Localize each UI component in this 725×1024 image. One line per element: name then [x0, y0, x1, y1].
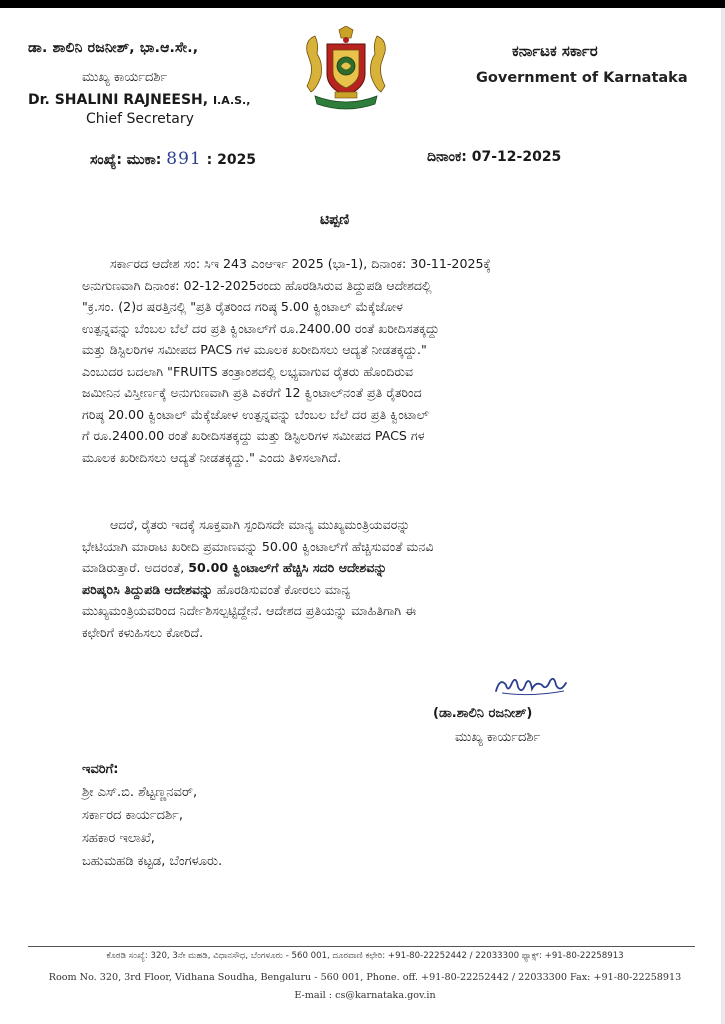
body-paragraph-1 — [82, 253, 664, 468]
reference-number — [90, 149, 256, 169]
sender-name-text: Dr. SHALINI RAJNEESH, — [28, 92, 209, 108]
paragraph-line: ಗರಿಷ್ಠ 20.00 ಕ್ವಿಂಟಾಲ್ ಮೆಕ್ಕೆಜೋಳ ಉತ್ಪನ್ನವನ್ನು ಬೆಂಬಲ ಬೆಲೆ ದರ ಪ್ರತಿ ಕ್ವಿಂಟಾಲ್ — [82, 406, 429, 422]
reference-year: : 2025 — [206, 152, 257, 168]
top-border — [0, 0, 725, 8]
paragraph-line: ಮೂಲಕ ಖರೀದಿಸಲು ಆದ್ಯತೆ ನೀಡತಕ್ಕದ್ದು." ಎಂದು ತಿಳಿಸಲಾಗಿದೆ. — [82, 449, 342, 465]
paragraph-bold-text: ಪರಿಷ್ಕರಿಸಿ ತಿದ್ದುಪಡಿ ಆದೇಶವನ್ನು — [82, 581, 213, 597]
page-edge — [721, 8, 725, 1024]
document-subject: ಟಿಪ್ಪಣಿ — [320, 212, 350, 228]
paragraph-line: ಮುಖ್ಯಮಂತ್ರಿಯವರಿಂದ ನಿರ್ದೇಶಿಸಲ್ಪಟ್ಟಿದ್ದೇನೆ. ಆದೇಶದ ಪ್ರತಿಯನ್ನು ಮಾಹಿತಿಗಾಗಿ ಈ — [82, 603, 417, 618]
paragraph-line: ಭೇಟಿಯಾಗಿ ಮಾರಾಟ ಖರೀದಿ ಪ್ರಮಾಣವನ್ನು 50.00 ಕ್ವಿಂಟಾಲ್‌ಗೆ ಹೆಚ್ಚಿಸುವಂತೆ ಮನವಿ — [82, 538, 434, 554]
paragraph-line: "ಕ್ರ.ಸಂ. (2)ರ ಷರತ್ತಿನಲ್ಲಿ "ಪ್ರತಿ ರೈತರಿಂದ ಗರಿಷ್ಠ 5.00 ಕ್ವಿಂಟಾಲ್ ಮೆಕ್ಕೆಜೋಳ — [82, 299, 403, 314]
government-name-kannada: ಕರ್ನಾಟಕ ಸರ್ಕಾರ — [512, 42, 598, 60]
document-date — [427, 149, 561, 165]
body-paragraph-2 — [82, 514, 664, 643]
reference-handwritten-number: 891 — [166, 149, 202, 169]
footer-address-kannada: ಕೊಠಡಿ ಸಂಖ್ಯೆ: 320, 3ನೇ ಮಹಡಿ, ವಿಧಾನಸೌಧ, ಬೆಂಗಳೂರು - 560 001, ದೂರವಾಣಿ ಕಛೇರಿ: +91-80-22252442 / 22033300 ಫ್ಯಾಕ್ಸ್: +91-80-22258913 — [106, 951, 624, 961]
paragraph-text: ಮಾಡಿರುತ್ತಾರೆ. ಅದರಂತೆ, — [82, 560, 185, 575]
footer-divider — [28, 946, 695, 947]
signatory-name: (ಡಾ.ಶಾಲಿನಿ ರಜನೀಶ್) — [433, 706, 533, 721]
paragraph-line: ಸರ್ಕಾರದ ಆದೇಶ ಸಂ: ಸಿಇ 243 ಎಂಆರ್ಇ 2025 (ಭಾ-1), ದಿನಾಂಕ: 30-11-2025ಕ್ಕೆ — [110, 256, 491, 271]
paragraph-line: ಎಂಬುದರ ಬದಲಾಗಿ "FRUITS ತಂತ್ರಾಂಶದಲ್ಲಿ ಲಭ್ಯವಾಗುವ ರೈತರು ಹೊಂದಿರುವ — [82, 363, 414, 379]
signatory-designation: ಮುಖ್ಯ ಕಾರ್ಯದರ್ಶಿ — [455, 730, 541, 745]
paragraph-line — [82, 557, 664, 579]
sender-designation-kannada: ಮುಖ್ಯ ಕಾರ್ಯದರ್ಶಿ — [82, 70, 168, 85]
paragraph-bold-text: 50.00 ಕ್ವಿಂಟಾಲ್‌ಗೆ ಹೆಚ್ಚಿಸಿ ಸದರಿ ಆದೇಶವನ್ನು — [188, 560, 387, 575]
paragraph-line — [82, 579, 664, 601]
recipient-line: ಸಹಕಾರ ಇಲಾಖೆ, — [82, 831, 155, 846]
date-label: ದಿನಾಂಕ: — [427, 149, 467, 165]
recipient-line: ಬಹುಮಹಡಿ ಕಟ್ಟಡ, ಬೆಂಗಳೂರು. — [82, 854, 223, 869]
recipient-line: ಶ್ರೀ ಎಸ್.ಬಿ. ಶೆಟ್ಟಣ್ಣನವರ್, — [82, 785, 198, 800]
date-value: 07-12-2025 — [471, 149, 562, 165]
recipient-label: ಇವರಿಗೆ: — [82, 762, 119, 777]
paragraph-line: ಕಛೇರಿಗೆ ಕಳುಹಿಸಲು ಕೋರಿದೆ. — [82, 624, 204, 640]
sender-name-kannada: ಡಾ. ಶಾಲಿನಿ ರಜನೀಶ್, ಭಾ.ಆ.ಸೇ., — [28, 40, 199, 56]
paragraph-line: ಆದರೆ, ರೈತರು ಇದಕ್ಕೆ ಸೂಕ್ತವಾಗಿ ಸ್ಪಂದಿಸದೇ ಮಾನ್ಯ ಮುಖ್ಯಮಂತ್ರಿಯವರನ್ನು — [110, 517, 411, 532]
recipient-line: ಸರ್ಕಾರದ ಕಾರ್ಯದರ್ಶಿ, — [82, 808, 183, 823]
government-name-english: Government of Karnataka — [476, 70, 688, 86]
handwritten-signature-icon — [492, 671, 572, 701]
footer-email: E-mail : cs@karnataka.gov.in — [294, 990, 436, 1001]
sender-name-suffix: I.A.S., — [212, 94, 251, 107]
paragraph-line: ಜಮೀನಿನ ವಿಸ್ತೀರ್ಣಕ್ಕೆ ಅನುಗುಣವಾಗಿ ಪ್ರತಿ ಎಕರೆಗೆ 12 ಕ್ವಿಂಟಾಲ್‌ನಂತೆ ಪ್ರತಿ ರೈತರಿಂದ — [82, 385, 422, 400]
sender-designation-english: Chief Secretary — [86, 111, 194, 127]
sender-name-english — [28, 92, 250, 108]
paragraph-line: ಅನುಗುಣವಾಗಿ ದಿನಾಂಕ: 02-12-2025ರಂದು ಹೊರಡಿಸಿರುವ ತಿದ್ದುಪಡಿ ಆದೇಶದಲ್ಲಿ — [82, 277, 432, 293]
paragraph-text: ಹೊರಡಿಸುವಂತೆ ಕೋರಲು ಮಾನ್ಯ — [216, 581, 351, 597]
paragraph-line: ಗೆ ರೂ.2400.00 ರಂತೆ ಖರೀದಿಸತಕ್ಕದ್ದು ಮತ್ತು ಡಿಸ್ಟಿಲರಿಗಳ ಸಮೀಪದ PACS ಗಳ — [82, 428, 425, 443]
reference-label: ಸಂಖ್ಯೆ: ಮುಕಾ: — [90, 152, 162, 168]
paragraph-line: ಉತ್ಪನ್ನವನ್ನು ಬೆಂಬಲ ಬೆಲೆ ದರ ಪ್ರತಿ ಕ್ವಿಂಟಾಲ್‌ಗೆ ರೂ.2400.00 ರಂತೆ ಖರೀದಿಸತಕ್ಕದ್ದು — [82, 320, 440, 336]
karnataka-emblem-icon — [301, 26, 391, 112]
paragraph-line: ಮತ್ತು ಡಿಸ್ಟಿಲರಿಗಳ ಸಮೀಪದ PACS ಗಳ ಮೂಲಕ ಖರೀದಿಸಲು ಆದ್ಯತೆ ನೀಡತಕ್ಕದ್ದು." — [82, 342, 427, 357]
footer-address-english: Room No. 320, 3rd Floor, Vidhana Soudha, Bengaluru - 560 001, Phone. off. +91-80-22252442 / 22033300 Fax: +91-80-22258913 — [48, 972, 682, 983]
